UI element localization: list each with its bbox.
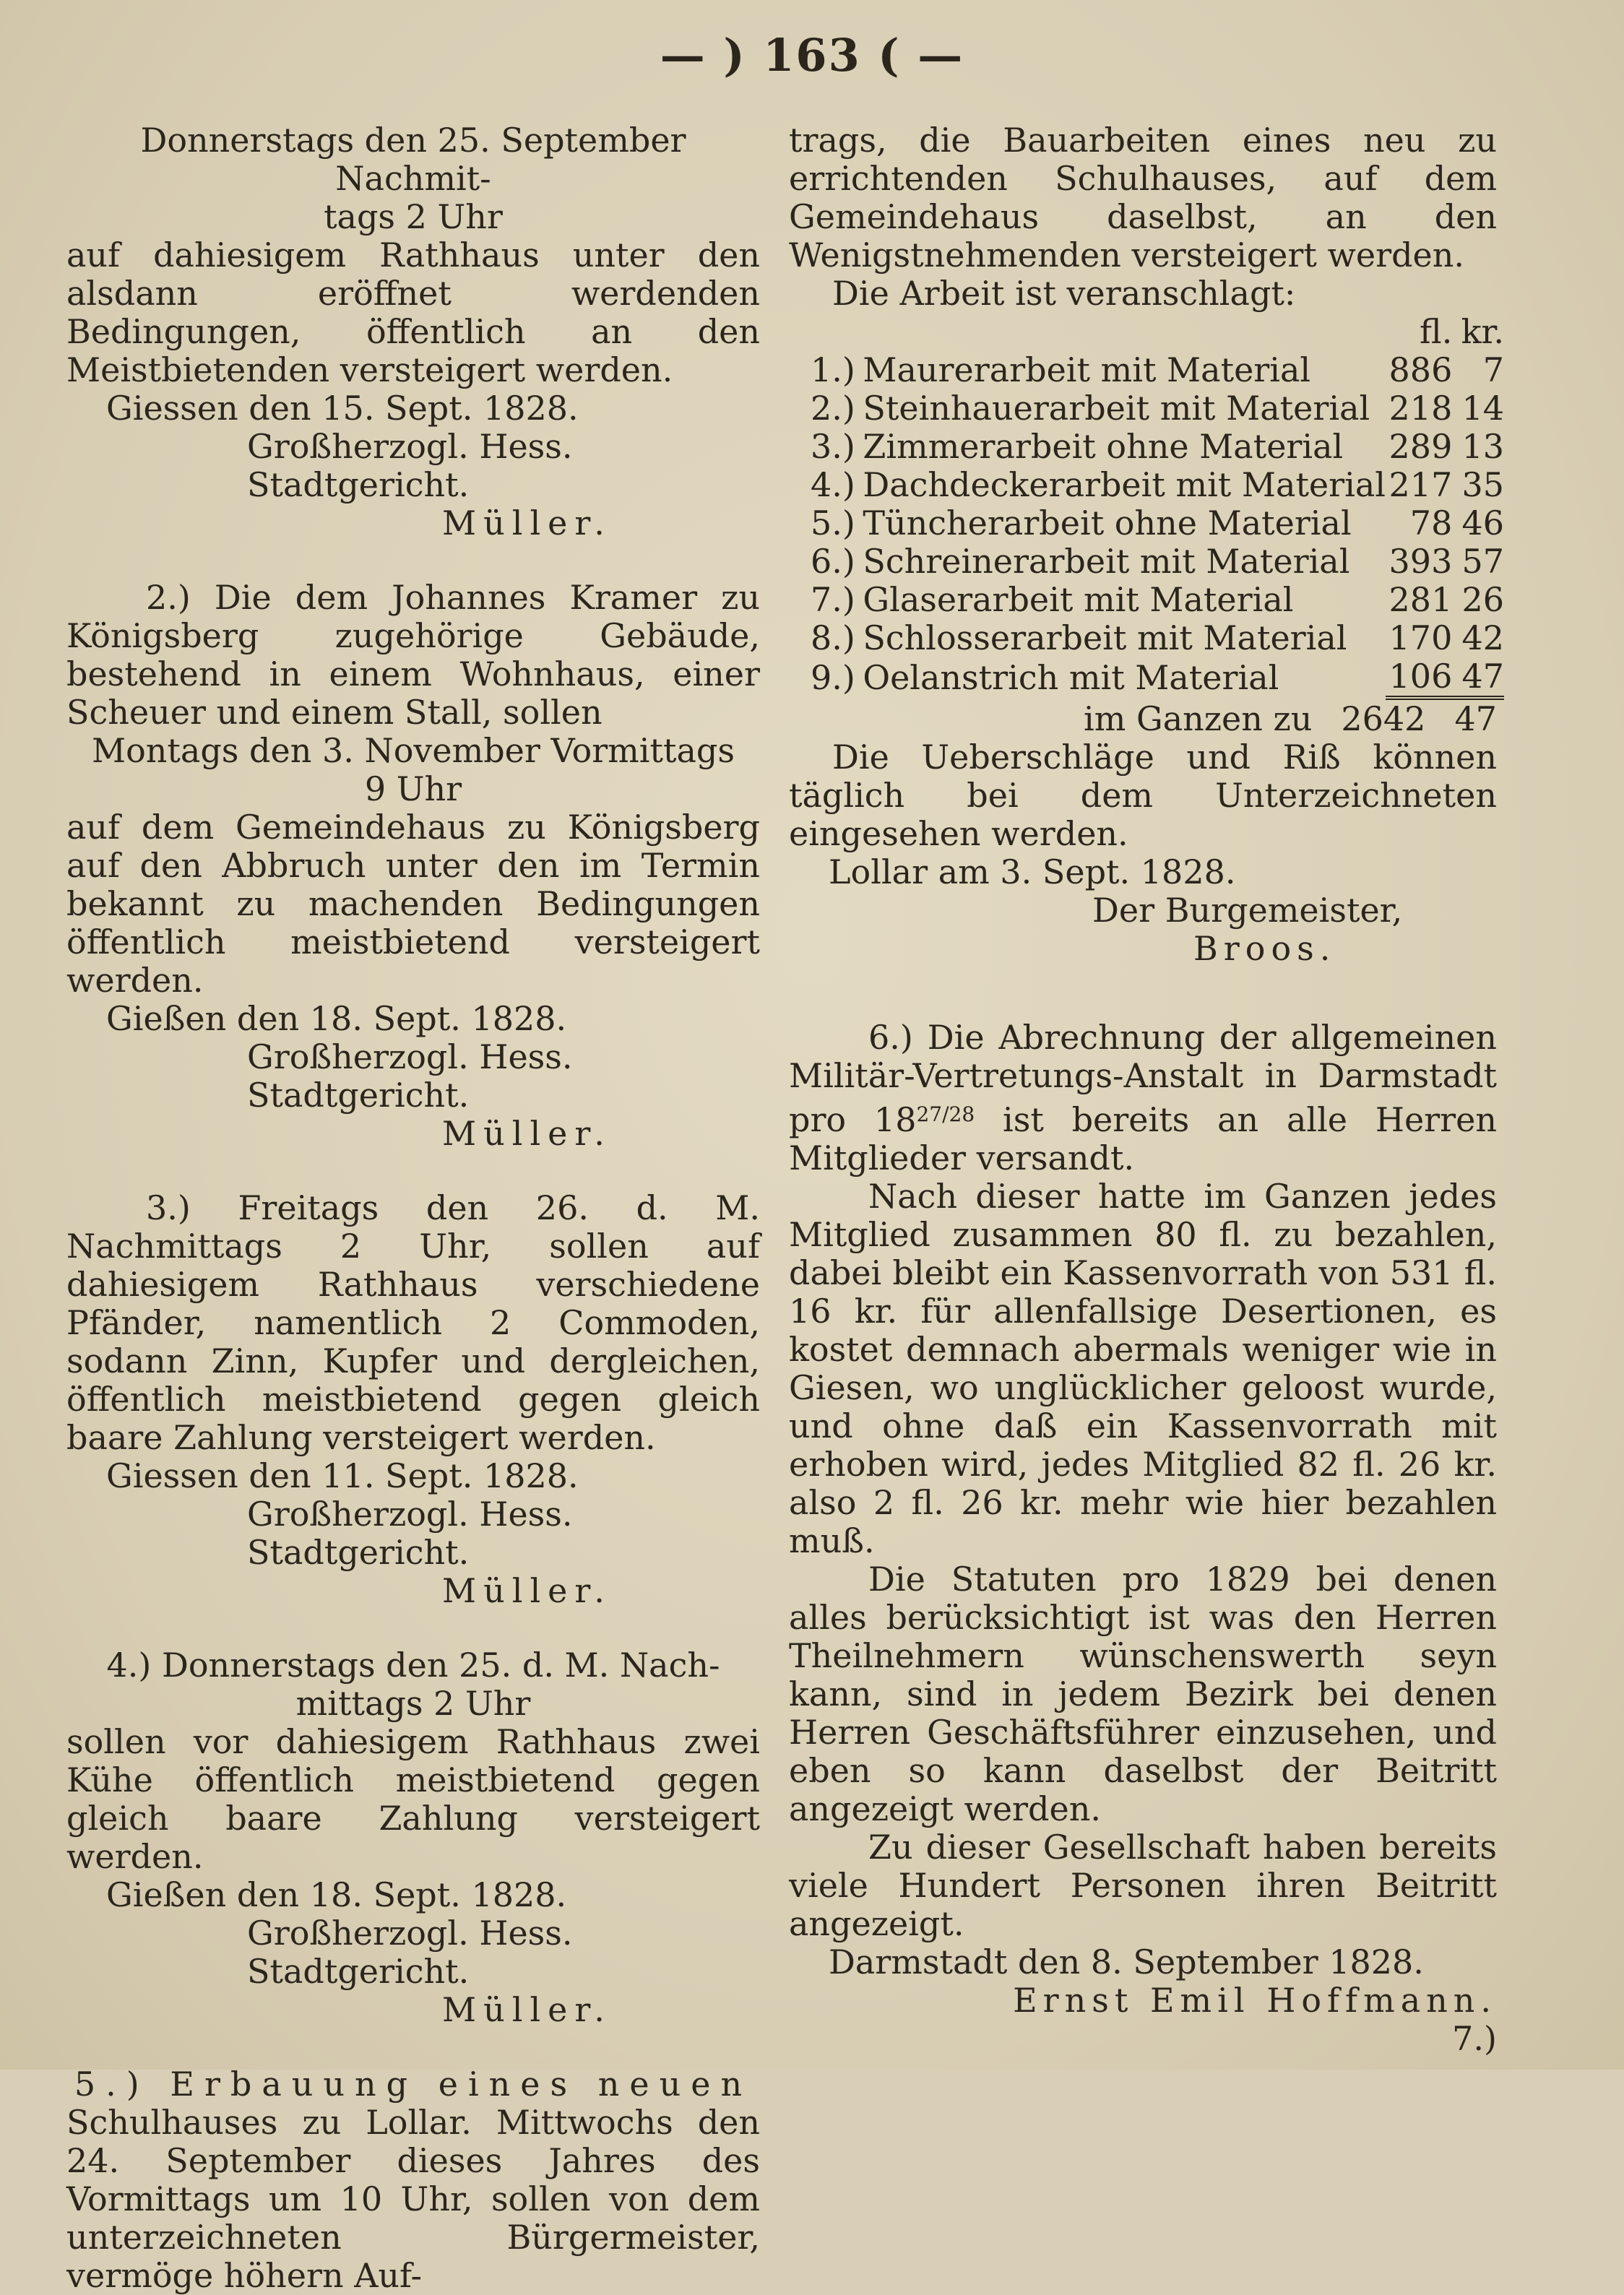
notice-2-signature: Müller.	[442, 1114, 612, 1153]
notice-1-body: auf dahiesigem Rathhaus unter den alsdann eröffnet werdenden Bedingungen, öffentlich an den Meistbietenden versteigert werden.	[66, 235, 760, 389]
row-kr: 26	[1461, 580, 1504, 619]
row-kr: 47	[1461, 657, 1504, 698]
row-fl: 281	[1388, 580, 1453, 619]
row-kr: 46	[1461, 503, 1504, 543]
row-number: 5.)	[811, 503, 855, 543]
notice-3-signature: Müller.	[442, 1571, 612, 1610]
cost-row	[811, 543, 1504, 581]
total-label: im Ganzen zu	[1084, 699, 1313, 738]
notice-6-date: Darmstadt den 8. September 1828.	[829, 1942, 1424, 1981]
row-kr: 14	[1461, 389, 1504, 428]
cost-row	[811, 657, 1504, 698]
notice-2-when-time: 9 Uhr	[364, 769, 462, 808]
notice-5-date: Lollar am 3. Sept. 1828.	[829, 852, 1236, 891]
notice-2-court: Großherzogl. Hess. Stadtgericht.	[247, 1037, 573, 1115]
row-label: Tüncherarbeit ohne Material	[863, 503, 1352, 543]
notice-3-date: Giessen den 11. Sept. 1828.	[106, 1456, 579, 1495]
notice-4-heading: 4.) Donnerstags den 25. d. M. Nach-	[106, 1646, 720, 1685]
notice-1-signature: Müller.	[442, 503, 612, 543]
row-fl: 289	[1388, 427, 1453, 466]
cost-table-header	[811, 313, 1504, 351]
row-label: Oelanstrich mit Material	[863, 657, 1279, 697]
notice-6-para-1-post: ist bereits an alle Herren Mitglieder versandt.	[789, 1100, 1497, 1177]
cost-row	[811, 504, 1504, 543]
cost-row	[811, 389, 1504, 428]
notice-5-body-cont: trags, die Bauarbeiten eines neu zu errichtenden Schulhauses, auf dem Gemeindehaus daselbst, an den Wenigstnehmenden versteigert werden.	[789, 121, 1497, 275]
notice-1-date: Giessen den 15. Sept. 1828.	[106, 389, 579, 428]
notice-5-title: Der Burgemeister,	[1092, 891, 1403, 930]
row-fl: 170	[1388, 618, 1453, 657]
notice-4-date: Gießen den 18. Sept. 1828.	[106, 1875, 567, 1914]
notice-5-heading: 5.) Erbauung eines neuen	[74, 2065, 753, 2104]
row-fl: 217	[1388, 465, 1453, 504]
row-number: 4.)	[811, 465, 855, 504]
notice-4-heading-time: mittags 2 Uhr	[295, 1684, 531, 1723]
row-fl: 78	[1409, 503, 1453, 543]
cost-row	[811, 581, 1504, 619]
notice-5-body: Schulhauses zu Lollar. Mittwochs den 24. September dieses Jahres des Vormittags um 10 Uhr, sollen von dem unterzeichneten Bürgermeister, vermöge höhern Auf-	[66, 2103, 760, 2295]
notice-4-court: Großherzogl. Hess. Stadtgericht.	[247, 1914, 573, 1991]
row-kr: 13	[1461, 427, 1504, 466]
notice-5-estimate-heading: Die Arbeit ist veranschlagt:	[832, 274, 1296, 313]
row-number: 1.)	[811, 350, 855, 389]
total-fl: 2642	[1341, 699, 1426, 738]
notice-2-body-cont: auf dem Gemeindehaus zu Königsberg auf den Abbruch unter den im Termin bekannt zu machenden Bedingungen öffentlich meistbietend versteigert werden.	[66, 808, 760, 1000]
notice-4-body: sollen vor dahiesigem Rathhaus zwei Kühe öffentlich meistbietend gegen gleich baare Zahlung versteigert werden.	[66, 1722, 760, 1876]
row-label: Dachdeckerarbeit mit Material	[863, 465, 1386, 504]
row-number: 7.)	[811, 580, 855, 619]
cost-table	[811, 313, 1504, 700]
row-label: Schreinerarbeit mit Material	[863, 542, 1350, 581]
notice-6-year-fraction: 27/28	[916, 1102, 975, 1126]
total-kr: 47	[1454, 699, 1497, 738]
cost-row	[811, 428, 1504, 466]
row-label: Zimmerarbeit ohne Material	[863, 427, 1344, 466]
row-fl: 106	[1386, 657, 1461, 698]
column-kr: kr.	[1461, 312, 1504, 351]
row-label: Steinhauerarbeit mit Material	[863, 389, 1370, 428]
notice-1-court: Großherzogl. Hess. Stadtgericht.	[247, 427, 573, 504]
notice-6-para-3: Die Statuten pro 1829 bei denen alles berücksichtigt ist was den Herren Theilnehmern wünschenswerth seyn kann, sind in jedem Bezirk bei denen Herren Geschäftsführer einzusehen, und eben so kann daselbst der Beitritt angezeigt werden.	[789, 1560, 1497, 1828]
notice-1-heading: Donnerstags den 25. September Nachmit-	[140, 121, 686, 198]
notice-5-note: Die Ueberschläge und Riß können täglich bei dem Unterzeichneten eingesehen werden.	[789, 738, 1497, 853]
row-fl: 886	[1388, 350, 1453, 389]
left-column	[66, 121, 760, 2295]
right-column	[789, 121, 1504, 2058]
cost-total	[789, 700, 1497, 738]
cost-row	[811, 466, 1504, 504]
row-fl: 218	[1388, 389, 1453, 428]
notice-3-body: 3.) Freitags den 26. d. M. Nachmittags 2 Uhr, sollen auf dahiesigem Rathhaus verschiedene Pfänder, namentlich 2 Commoden, sodann Zinn, Kupfer und dergleichen, öffentlich meistbietend gegen gleich baare Zahlung versteigert werden.	[66, 1188, 760, 1457]
next-notice-number: 7.)	[1452, 2019, 1497, 2058]
row-label: Maurerarbeit mit Material	[863, 350, 1311, 389]
row-number: 2.)	[811, 389, 855, 428]
row-number: 3.)	[811, 427, 855, 466]
row-number: 6.)	[811, 542, 855, 581]
cost-row	[811, 351, 1504, 389]
notice-4-signature: Müller.	[442, 1990, 612, 2029]
row-kr: 7	[1482, 350, 1504, 389]
notice-2-when: Montags den 3. November Vormittags	[92, 731, 735, 770]
row-fl: 393	[1388, 542, 1453, 581]
notice-2-body: 2.) Die dem Johannes Kramer zu Königsberg zugehörige Gebäude, bestehend in einem Wohnhaus, einer Scheuer und einem Stall, sollen	[66, 578, 760, 732]
column-fl: fl.	[1420, 312, 1453, 351]
notice-2-date: Gießen den 18. Sept. 1828.	[106, 999, 567, 1038]
notice-6-para-1-pre: 6.) Die Abrechnung der allgemeinen Militär-Vertretungs-Anstalt in Darmstadt pro 18	[789, 1018, 1497, 1139]
row-kr: 42	[1461, 618, 1504, 657]
notice-6-para-4: Zu dieser Gesellschaft haben bereits viele Hundert Personen ihren Beitritt angezeigt.	[789, 1828, 1497, 1943]
row-label: Glaserarbeit mit Material	[863, 580, 1294, 619]
notice-6-para-1	[789, 1019, 1497, 1177]
page-number-header: — ) 163 ( —	[660, 29, 964, 82]
notice-1-heading-time: tags 2 Uhr	[324, 197, 503, 236]
row-number: 9.)	[811, 657, 855, 697]
notice-6-para-2: Nach dieser hatte im Ganzen jedes Mitglied zusammen 80 fl. zu bezahlen, dabei bleibt ein Kassenvorrath von 531 fl. 16 kr. für allenfallsige Desertionen, es kostet demnach abermals weniger wie in Giesen, wo unglücklicher geloost wurde, und ohne daß ein Kassenvorrath mit erhoben wird, jedes Mitglied 82 fl. 26 kr. also 2 fl. 26 kr. mehr wie hier bezahlen muß.	[789, 1177, 1497, 1560]
notice-3-court: Großherzogl. Hess. Stadtgericht.	[247, 1495, 573, 1572]
cost-row	[811, 619, 1504, 657]
notice-5-signature: Broos.	[1193, 929, 1336, 968]
notice-6-signature: Ernst Emil Hoffmann.	[1013, 1981, 1497, 2020]
row-kr: 35	[1461, 465, 1504, 504]
row-label: Schlosserarbeit mit Material	[863, 618, 1347, 657]
row-kr: 57	[1461, 542, 1504, 581]
row-number: 8.)	[811, 618, 855, 657]
